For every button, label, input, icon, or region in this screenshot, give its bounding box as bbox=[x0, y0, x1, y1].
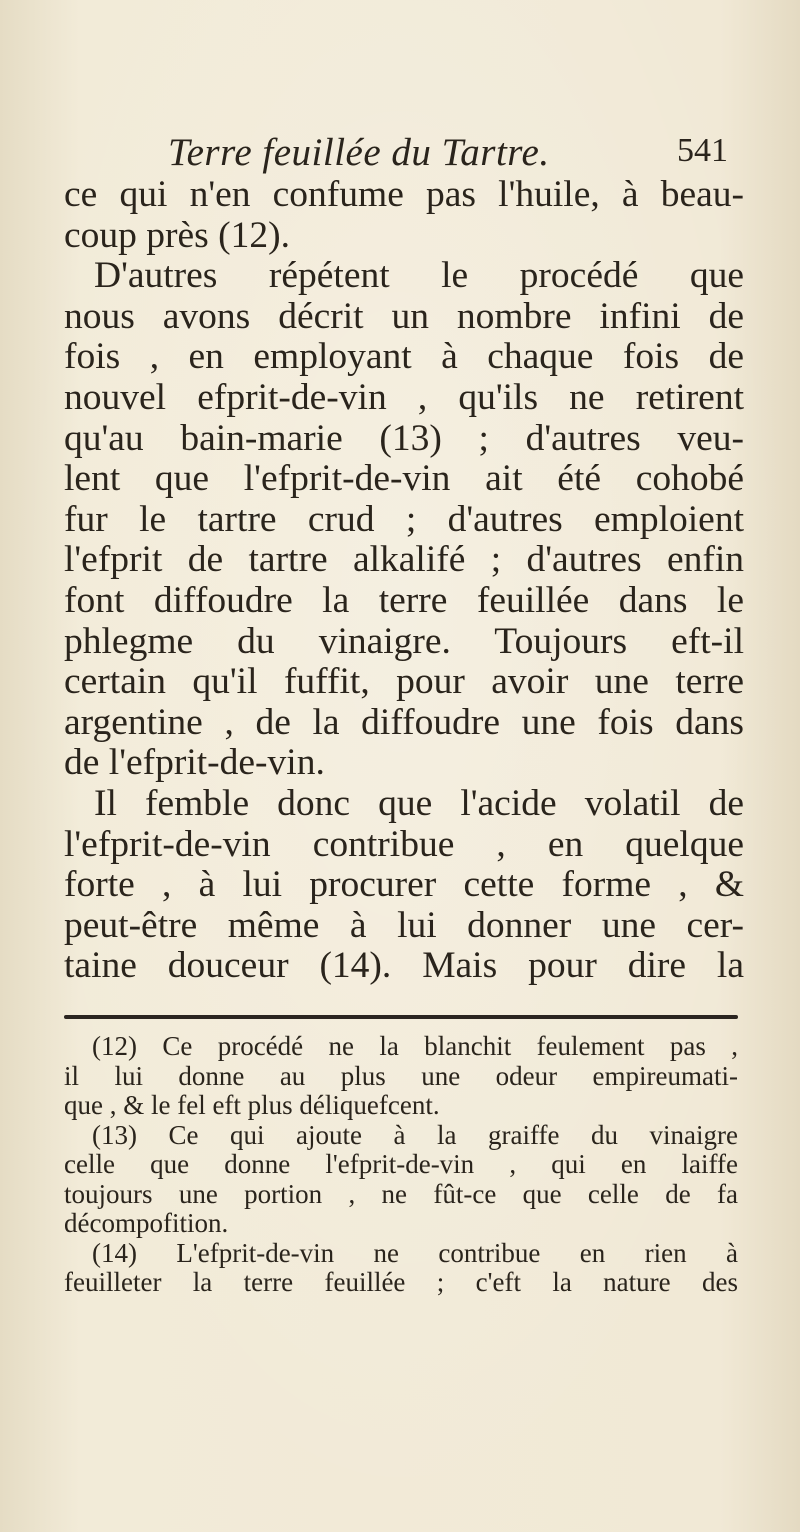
footnote-line: (13) Ce qui ajoute à la graiffe du vinaigre bbox=[92, 1119, 738, 1150]
text-line: nouvel efprit-de-vin , qu'ils ne retirent bbox=[64, 376, 744, 418]
footnote-rule bbox=[64, 1015, 738, 1019]
footnote-line: feuilleter la terre feuillée ; c'eft la nature des bbox=[64, 1267, 738, 1297]
footnote-line: toujours une portion , ne fût-ce que celle de fa bbox=[64, 1178, 738, 1209]
footnote-line: (14) L'efprit-de-vin ne contribue en rien à bbox=[92, 1237, 738, 1268]
text-line: nous avons décrit un nombre infini de bbox=[64, 295, 744, 337]
text-line: phlegme du vinaigre. Toujours eft-il bbox=[64, 620, 744, 662]
page-header bbox=[158, 130, 738, 180]
footnote-line: celle que donne l'efprit-de-vin , qui en laiffe bbox=[64, 1149, 738, 1179]
text-line: taine douceur (14). Mais pour dire la bbox=[64, 945, 744, 987]
running-title: Terre feuillée du Tartre. bbox=[168, 131, 550, 174]
text-line: font diffoudre la terre feuillée dans le bbox=[64, 579, 744, 621]
footnote-line: décompofition. bbox=[64, 1208, 229, 1238]
footnotes bbox=[64, 1032, 738, 1298]
text-line: qu'au bain-marie (13) ; d'autres veu- bbox=[64, 417, 744, 459]
text-line: D'autres répétent le procédé que bbox=[94, 255, 744, 297]
text-line: de l'efprit-de-vin. bbox=[64, 742, 325, 784]
text-line: argentine , de la diffoudre une fois dans bbox=[64, 701, 744, 743]
text-line: certain qu'il fuffit, pour avoir une terre bbox=[64, 661, 744, 703]
text-line: peut-être même à lui donner une cer- bbox=[64, 904, 744, 946]
text-line: coup près (12). bbox=[64, 214, 290, 256]
text-line: forte , à lui procurer cette forme , & bbox=[64, 864, 744, 906]
text-line: l'efprit-de-vin contribue , en quelque bbox=[64, 823, 744, 865]
page-number: 541 bbox=[677, 132, 728, 169]
text-line: fois , en employant à chaque fois de bbox=[64, 336, 744, 378]
text-line: lent que l'efprit-de-vin ait été cohobé bbox=[64, 458, 744, 500]
text-line: fur le tartre crud ; d'autres emploient bbox=[64, 498, 744, 540]
text-line: l'efprit de tartre alkalifé ; d'autres enfin bbox=[64, 539, 744, 581]
text-line: Il femble donc que l'acide volatil de bbox=[94, 782, 744, 824]
footnote-line: il lui donne au plus une odeur empireumati- bbox=[64, 1060, 738, 1091]
text-line: ce qui n'en confume pas l'huile, à beau- bbox=[64, 174, 744, 215]
footnote-line: que , & le fel eft plus déliquefcent. bbox=[64, 1090, 440, 1120]
main-text bbox=[64, 175, 744, 987]
footnote-line: (12) Ce procédé ne la blanchit feulement pas , bbox=[92, 1031, 738, 1061]
